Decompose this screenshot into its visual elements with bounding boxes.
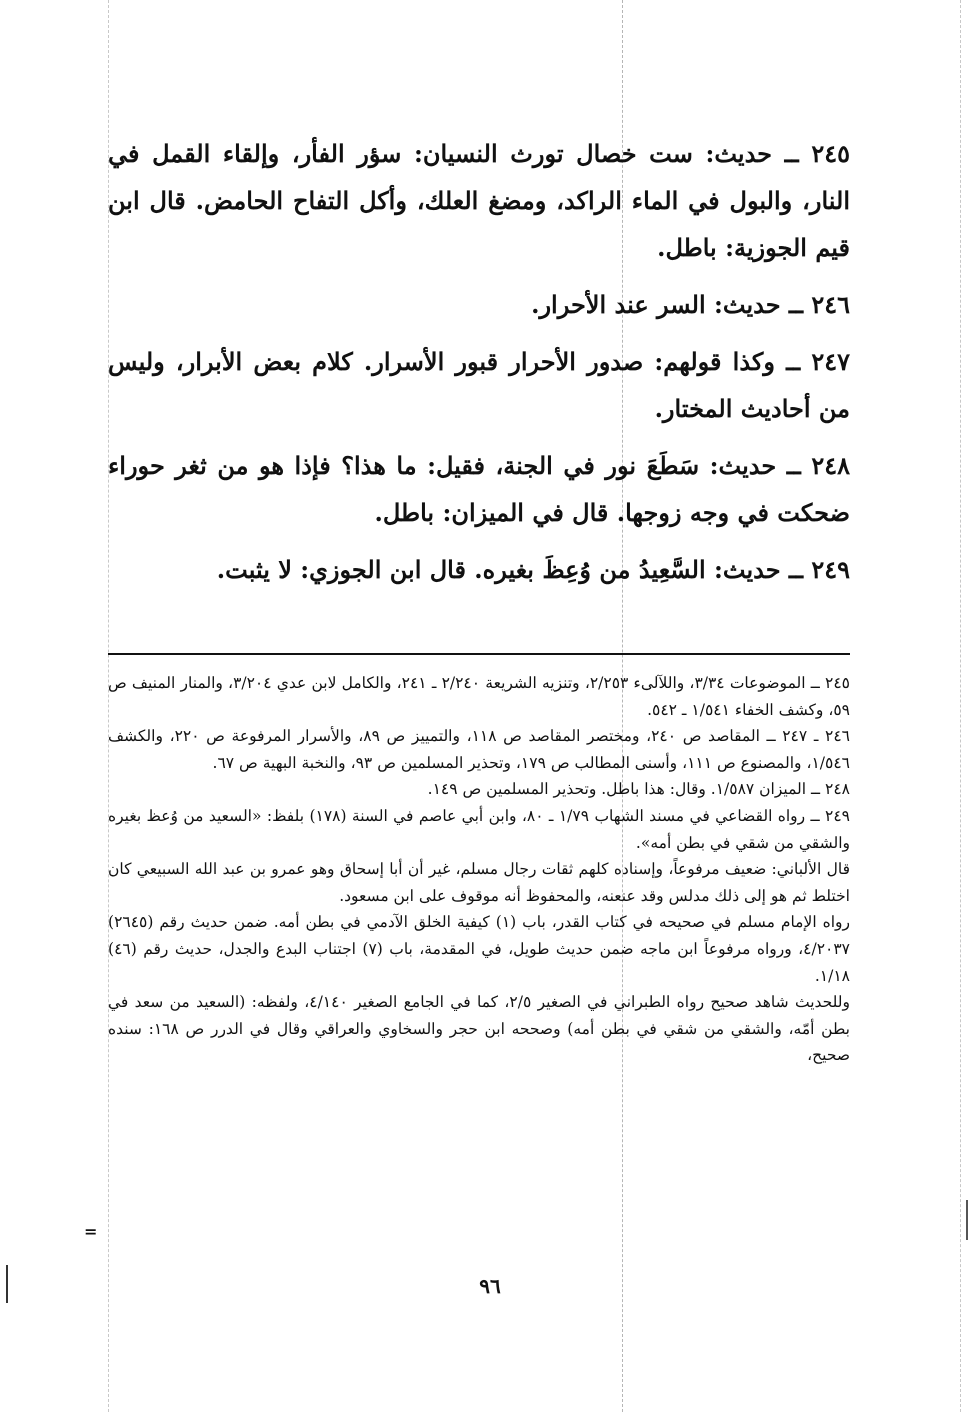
entry-248: ٢٤٨ ــ حديث: سَطَعَ نور في الجنة، فقيل: ما هذا؟ فإذا هو من ثغر حوراء ضحكت في وجه زوجها. قال في الميزان: باطل. (108, 451, 850, 527)
footnote-separator (108, 653, 850, 655)
footnote-246-247: ٢٤٦ ـ ٢٤٧ ــ المقاصد ص ٢٤٠، ومختصر المقاصد ص ١١٨، والتمييز ص ٨٩، والأسرار المرفوعة ص ٢٢٠، والكشف ١/٥٤٦، والمصنوع ص ١١١، وأسنى المطالب ص ١٧٩، وتحذير المسلمين ص ٩٣، والنخبة البهية ص ٦٧. (108, 727, 850, 772)
entry-245: ٢٤٥ ــ حديث: ست خصال تورث النسيان: سؤر الفأر، وإلقاء القمل في النار، والبول في الماء الراكد، ومضغ العلك، وأكل التفاح الحامض. قال ابن قيم الجوزية: باطل. (108, 139, 850, 262)
footnote-245: ٢٤٥ ــ الموضوعات ٣/٣٤، واللآلىء ٢/٢٥٣، وتنزيه الشريعة ٢/٢٤٠ ـ ٢٤١، والكامل لابن عدي ٣/٢٠٤، والمنار المنيف ص ٥٩، وكشف الخفاء ١/٥٤١ ـ ٥٤٢. (108, 674, 850, 719)
entry-249: ٢٤٩ ــ حديث: السَّعِيدُ من وُعِظَ بغيره. قال ابن الجوزي: لا يثبت. (216, 555, 850, 584)
footnote-248: ٢٤٨ ــ الميزان ١/٥٨٧. وقال: هذا باطل. وتحذير المسلمين ص ١٤٩. (427, 780, 850, 799)
footnote-249-shahid: وللحديث شاهد صحيح رواه الطبراني في الصغير ٢/٥، كما في الجامع الصغير ٤/١٤٠، ولفظه: (السعيد من سعد في بطن أمّه، والشقي من شقي في بطن أمه) وصححه ابن حجر والسخاوي والعراقي وقال في الدرر ص ١٦٨: سنده صحيح، (108, 993, 850, 1065)
main-text (108, 130, 850, 603)
footnote-249-albani: قال الألباني: ضعيف مرفوعاً، وإسناده كلهم ثقات رجال مسلم، غير أن أبا إسحاق وهو عمرو بن عبد الله السبيعي كان اختلط ثم هو إلى ذلك مدلس وقد عنعنه، والمحفوظ أنه موقوف على ابن مسعود. (108, 860, 850, 905)
scan-edge-mark (966, 1200, 968, 1240)
continuation-mark: = (84, 1222, 98, 1241)
footnote-249-muslim: رواه الإمام مسلم في صحيحه في كتاب القدر، باب (١) كيفية الخلق الآدمي في بطن أمه. ضمن حديث رقم (٢٦٤٥) ٤/٢٠٣٧، ورواه مرفوعاً ابن ماجه ضمن حديث طويل، في المقدمة، باب (٧) اجتناب البدع والجدل، حديث رقم (٤٦) ١/١٨. (108, 913, 850, 985)
scan-fold-line (960, 0, 961, 1412)
page-number: ٩٦ (479, 1274, 501, 1298)
entry-246: ٢٤٦ ــ حديث: السر عند الأحرار. (531, 290, 850, 319)
footnotes (108, 670, 850, 1069)
footnote-249: ٢٤٩ ــ رواه القضاعي في مسند الشهاب ١/٧٩ ـ ٨٠، وابن أبي عاصم في السنة (١٧٨) بلفظ: «السعيد من وُعظ بغيره والشقي من شقي في بطن أمه». (108, 806, 850, 852)
entry-247: ٢٤٧ ــ وكذا قولهم: صدور الأحرار قبور الأسرار. كلام بعض الأبرار، وليس من أحاديث المختار. (108, 347, 850, 423)
